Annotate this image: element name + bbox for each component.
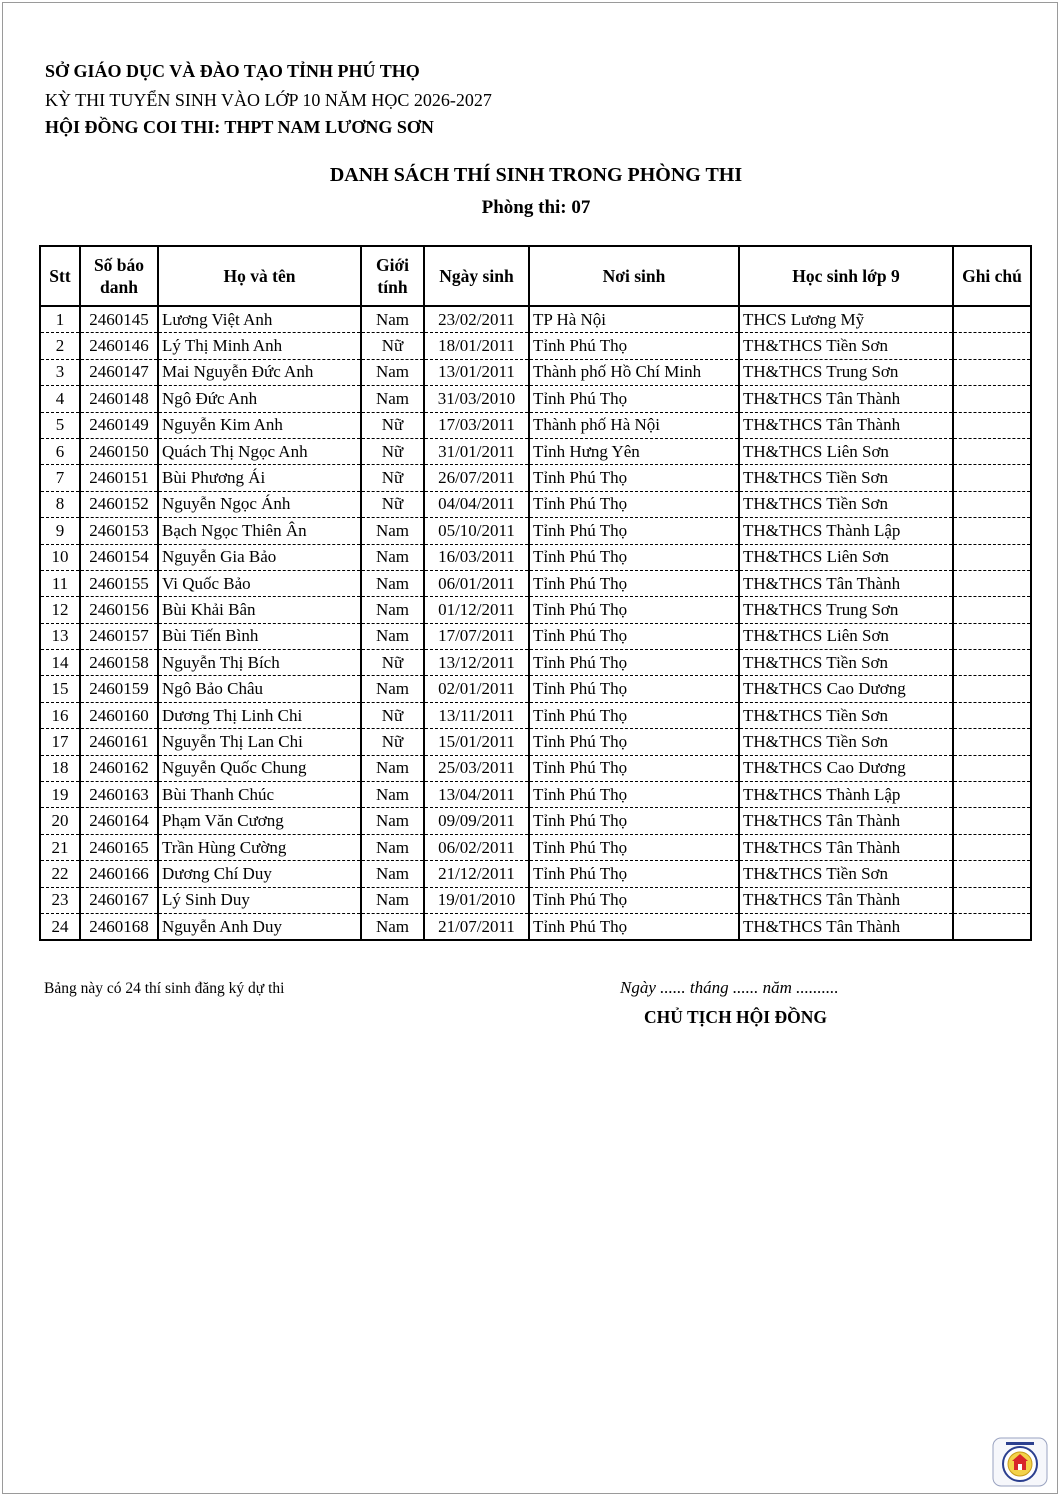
- cell-name: Nguyễn Thị Lan Chi: [158, 729, 361, 755]
- cell-sbd: 2460158: [80, 650, 158, 676]
- cell-name: Bùi Thanh Chúc: [158, 782, 361, 808]
- cell-notes: [953, 913, 1031, 940]
- cell-dob: 04/04/2011: [424, 491, 529, 517]
- cell-stt: 24: [40, 913, 80, 940]
- cell-sbd: 2460150: [80, 438, 158, 464]
- cell-gender: Nam: [361, 913, 424, 940]
- cell-birthplace: Tỉnh Phú Thọ: [529, 834, 739, 860]
- table-row: [40, 438, 1031, 464]
- table-row: [40, 782, 1031, 808]
- header-council: HỘI ĐỒNG COI THI: THPT NAM LƯƠNG SƠN: [45, 117, 434, 137]
- header-exam-name: KỲ THI TUYỂN SINH VÀO LỚP 10 NĂM HỌC 2026-2027: [45, 90, 492, 110]
- col-header-name: Họ và tên: [158, 246, 361, 306]
- cell-gender: Nam: [361, 597, 424, 623]
- cell-dob: 13/01/2011: [424, 359, 529, 385]
- cell-dob: 21/07/2011: [424, 913, 529, 940]
- cell-gender: Nữ: [361, 491, 424, 517]
- cell-notes: [953, 650, 1031, 676]
- cell-school: TH&THCS Trung Sơn: [739, 597, 953, 623]
- cell-stt: 14: [40, 650, 80, 676]
- table-row: [40, 913, 1031, 940]
- cell-gender: Nam: [361, 518, 424, 544]
- cell-school: TH&THCS Tân Thành: [739, 913, 953, 940]
- cell-sbd: 2460145: [80, 306, 158, 333]
- table-row: [40, 729, 1031, 755]
- cell-stt: 3: [40, 359, 80, 385]
- cell-birthplace: Tỉnh Phú Thọ: [529, 518, 739, 544]
- cell-name: Trần Hùng Cường: [158, 834, 361, 860]
- cell-name: Dương Chí Duy: [158, 861, 361, 887]
- col-header-stt: Stt: [40, 246, 80, 306]
- cell-gender: Nữ: [361, 729, 424, 755]
- cell-notes: [953, 808, 1031, 834]
- table-row: [40, 597, 1031, 623]
- cell-stt: 9: [40, 518, 80, 544]
- signature-title: CHỦ TỊCH HỘI ĐỒNG: [644, 1007, 827, 1027]
- cell-sbd: 2460160: [80, 702, 158, 728]
- school-seal-icon: [992, 1437, 1048, 1487]
- cell-dob: 19/01/2010: [424, 887, 529, 913]
- cell-school: TH&THCS Tiền Sơn: [739, 333, 953, 359]
- cell-notes: [953, 306, 1031, 333]
- cell-gender: Nam: [361, 834, 424, 860]
- table-row: [40, 412, 1031, 438]
- cell-school: TH&THCS Tiền Sơn: [739, 861, 953, 887]
- cell-birthplace: Tỉnh Phú Thọ: [529, 755, 739, 781]
- cell-school: TH&THCS Thành Lập: [739, 782, 953, 808]
- cell-sbd: 2460156: [80, 597, 158, 623]
- cell-sbd: 2460147: [80, 359, 158, 385]
- date-line: Ngày ...... tháng ...... năm ..........: [620, 978, 839, 997]
- cell-name: Ngô Bảo Châu: [158, 676, 361, 702]
- cell-school: THCS Lương Mỹ: [739, 306, 953, 333]
- cell-name: Nguyễn Anh Duy: [158, 913, 361, 940]
- cell-dob: 18/01/2011: [424, 333, 529, 359]
- cell-stt: 20: [40, 808, 80, 834]
- cell-birthplace: Thành phố Hồ Chí Minh: [529, 359, 739, 385]
- cell-sbd: 2460157: [80, 623, 158, 649]
- cell-dob: 06/01/2011: [424, 570, 529, 596]
- table-row: [40, 570, 1031, 596]
- cell-school: TH&THCS Tiền Sơn: [739, 650, 953, 676]
- cell-gender: Nữ: [361, 333, 424, 359]
- cell-school: TH&THCS Tiền Sơn: [739, 702, 953, 728]
- cell-birthplace: Tỉnh Phú Thọ: [529, 702, 739, 728]
- col-header-birthplace: Nơi sinh: [529, 246, 739, 306]
- room-number: Phòng thi: 07: [481, 197, 591, 218]
- cell-stt: 19: [40, 782, 80, 808]
- cell-dob: 02/01/2011: [424, 676, 529, 702]
- cell-birthplace: Tỉnh Phú Thọ: [529, 913, 739, 940]
- cell-notes: [953, 729, 1031, 755]
- cell-school: TH&THCS Tân Thành: [739, 887, 953, 913]
- cell-sbd: 2460151: [80, 465, 158, 491]
- cell-gender: Nam: [361, 544, 424, 570]
- table-row: [40, 359, 1031, 385]
- cell-sbd: 2460159: [80, 676, 158, 702]
- cell-dob: 25/03/2011: [424, 755, 529, 781]
- cell-gender: Nam: [361, 755, 424, 781]
- cell-gender: Nam: [361, 386, 424, 412]
- cell-birthplace: Tỉnh Phú Thọ: [529, 729, 739, 755]
- cell-stt: 2: [40, 333, 80, 359]
- cell-name: Bùi Phương Ái: [158, 465, 361, 491]
- cell-stt: 15: [40, 676, 80, 702]
- header-department: SỞ GIÁO DỤC VÀ ĐÀO TẠO TỈNH PHÚ THỌ: [45, 61, 420, 81]
- table-header-row: [40, 246, 1031, 306]
- cell-birthplace: Tỉnh Phú Thọ: [529, 887, 739, 913]
- cell-gender: Nữ: [361, 465, 424, 491]
- cell-notes: [953, 412, 1031, 438]
- cell-notes: [953, 333, 1031, 359]
- cell-school: TH&THCS Liên Sơn: [739, 623, 953, 649]
- candidate-table: [39, 245, 1032, 941]
- cell-notes: [953, 755, 1031, 781]
- cell-sbd: 2460167: [80, 887, 158, 913]
- cell-dob: 23/02/2011: [424, 306, 529, 333]
- document-title: DANH SÁCH THÍ SINH TRONG PHÒNG THI: [329, 164, 743, 186]
- cell-sbd: 2460162: [80, 755, 158, 781]
- cell-birthplace: Tỉnh Phú Thọ: [529, 333, 739, 359]
- cell-gender: Nữ: [361, 650, 424, 676]
- col-header-notes: Ghi chú: [953, 246, 1031, 306]
- cell-dob: 16/03/2011: [424, 544, 529, 570]
- cell-school: TH&THCS Tiền Sơn: [739, 491, 953, 517]
- cell-sbd: 2460149: [80, 412, 158, 438]
- cell-dob: 21/12/2011: [424, 861, 529, 887]
- cell-school: TH&THCS Liên Sơn: [739, 438, 953, 464]
- col-header-sbd: Số báo danh: [80, 246, 158, 306]
- cell-name: Nguyễn Thị Bích: [158, 650, 361, 676]
- cell-sbd: 2460168: [80, 913, 158, 940]
- cell-stt: 21: [40, 834, 80, 860]
- cell-birthplace: Tỉnh Phú Thọ: [529, 782, 739, 808]
- cell-name: Nguyễn Ngọc Ánh: [158, 491, 361, 517]
- cell-stt: 13: [40, 623, 80, 649]
- cell-notes: [953, 359, 1031, 385]
- table-row: [40, 465, 1031, 491]
- cell-name: Nguyễn Kim Anh: [158, 412, 361, 438]
- cell-stt: 7: [40, 465, 80, 491]
- cell-name: Quách Thị Ngọc Anh: [158, 438, 361, 464]
- cell-dob: 13/11/2011: [424, 702, 529, 728]
- cell-birthplace: Tỉnh Phú Thọ: [529, 597, 739, 623]
- cell-dob: 31/03/2010: [424, 386, 529, 412]
- cell-stt: 17: [40, 729, 80, 755]
- cell-birthplace: Tỉnh Phú Thọ: [529, 808, 739, 834]
- cell-school: TH&THCS Cao Dương: [739, 755, 953, 781]
- cell-notes: [953, 676, 1031, 702]
- cell-stt: 6: [40, 438, 80, 464]
- cell-sbd: 2460154: [80, 544, 158, 570]
- cell-sbd: 2460146: [80, 333, 158, 359]
- cell-dob: 09/09/2011: [424, 808, 529, 834]
- cell-school: TH&THCS Tân Thành: [739, 386, 953, 412]
- table-row: [40, 491, 1031, 517]
- cell-sbd: 2460166: [80, 861, 158, 887]
- table-row: [40, 808, 1031, 834]
- count-note: Bảng này có 24 thí sinh đăng ký dự thi: [44, 980, 285, 997]
- cell-sbd: 2460153: [80, 518, 158, 544]
- cell-birthplace: Thành phố Hà Nội: [529, 412, 739, 438]
- cell-notes: [953, 491, 1031, 517]
- cell-school: TH&THCS Tân Thành: [739, 834, 953, 860]
- cell-gender: Nam: [361, 808, 424, 834]
- cell-birthplace: Tỉnh Phú Thọ: [529, 465, 739, 491]
- cell-name: Lý Sinh Duy: [158, 887, 361, 913]
- cell-gender: Nữ: [361, 412, 424, 438]
- cell-birthplace: Tỉnh Phú Thọ: [529, 676, 739, 702]
- cell-notes: [953, 597, 1031, 623]
- cell-birthplace: Tỉnh Hưng Yên: [529, 438, 739, 464]
- cell-gender: Nam: [361, 861, 424, 887]
- cell-sbd: 2460148: [80, 386, 158, 412]
- cell-dob: 05/10/2011: [424, 518, 529, 544]
- cell-notes: [953, 887, 1031, 913]
- table-row: [40, 834, 1031, 860]
- cell-notes: [953, 386, 1031, 412]
- cell-gender: Nam: [361, 782, 424, 808]
- cell-sbd: 2460163: [80, 782, 158, 808]
- table-row: [40, 755, 1031, 781]
- cell-sbd: 2460164: [80, 808, 158, 834]
- cell-birthplace: Tỉnh Phú Thọ: [529, 386, 739, 412]
- cell-notes: [953, 544, 1031, 570]
- cell-stt: 5: [40, 412, 80, 438]
- cell-gender: Nam: [361, 359, 424, 385]
- cell-school: TH&THCS Tiền Sơn: [739, 465, 953, 491]
- cell-dob: 15/01/2011: [424, 729, 529, 755]
- cell-name: Nguyễn Quốc Chung: [158, 755, 361, 781]
- cell-name: Phạm Văn Cương: [158, 808, 361, 834]
- cell-name: Nguyễn Gia Bảo: [158, 544, 361, 570]
- table-row: [40, 544, 1031, 570]
- cell-name: Bùi Tiến Bình: [158, 623, 361, 649]
- table-row: [40, 386, 1031, 412]
- table-row: [40, 333, 1031, 359]
- cell-gender: Nam: [361, 623, 424, 649]
- cell-stt: 12: [40, 597, 80, 623]
- cell-dob: 13/12/2011: [424, 650, 529, 676]
- cell-notes: [953, 782, 1031, 808]
- cell-dob: 01/12/2011: [424, 597, 529, 623]
- cell-school: TH&THCS Tân Thành: [739, 808, 953, 834]
- cell-school: TH&THCS Liên Sơn: [739, 544, 953, 570]
- cell-stt: 4: [40, 386, 80, 412]
- cell-notes: [953, 570, 1031, 596]
- cell-stt: 10: [40, 544, 80, 570]
- cell-gender: Nữ: [361, 438, 424, 464]
- cell-name: Lương Việt Anh: [158, 306, 361, 333]
- cell-stt: 22: [40, 861, 80, 887]
- table-row: [40, 623, 1031, 649]
- cell-gender: Nam: [361, 570, 424, 596]
- table-row: [40, 306, 1031, 333]
- cell-school: TH&THCS Trung Sơn: [739, 359, 953, 385]
- cell-birthplace: Tỉnh Phú Thọ: [529, 570, 739, 596]
- cell-stt: 11: [40, 570, 80, 596]
- cell-birthplace: Tỉnh Phú Thọ: [529, 861, 739, 887]
- cell-sbd: 2460165: [80, 834, 158, 860]
- col-header-school: Học sinh lớp 9: [739, 246, 953, 306]
- cell-gender: Nam: [361, 306, 424, 333]
- cell-gender: Nam: [361, 676, 424, 702]
- cell-notes: [953, 518, 1031, 544]
- cell-name: Dương Thị Linh Chi: [158, 702, 361, 728]
- cell-sbd: 2460161: [80, 729, 158, 755]
- cell-notes: [953, 465, 1031, 491]
- cell-name: Bạch Ngọc Thiên Ân: [158, 518, 361, 544]
- cell-school: TH&THCS Cao Dương: [739, 676, 953, 702]
- cell-dob: 17/03/2011: [424, 412, 529, 438]
- cell-birthplace: Tỉnh Phú Thọ: [529, 491, 739, 517]
- cell-stt: 8: [40, 491, 80, 517]
- cell-school: TH&THCS Tân Thành: [739, 570, 953, 596]
- cell-dob: 31/01/2011: [424, 438, 529, 464]
- cell-stt: 16: [40, 702, 80, 728]
- cell-notes: [953, 623, 1031, 649]
- cell-dob: 13/04/2011: [424, 782, 529, 808]
- cell-name: Bùi Khải Bân: [158, 597, 361, 623]
- cell-name: Vi Quốc Bảo: [158, 570, 361, 596]
- cell-name: Ngô Đức Anh: [158, 386, 361, 412]
- cell-birthplace: TP Hà Nội: [529, 306, 739, 333]
- cell-gender: Nữ: [361, 702, 424, 728]
- cell-school: TH&THCS Tân Thành: [739, 412, 953, 438]
- cell-stt: 1: [40, 306, 80, 333]
- cell-name: Lý Thị Minh Anh: [158, 333, 361, 359]
- cell-dob: 26/07/2011: [424, 465, 529, 491]
- cell-birthplace: Tỉnh Phú Thọ: [529, 623, 739, 649]
- cell-sbd: 2460155: [80, 570, 158, 596]
- cell-notes: [953, 438, 1031, 464]
- cell-stt: 23: [40, 887, 80, 913]
- cell-school: TH&THCS Tiền Sơn: [739, 729, 953, 755]
- cell-gender: Nam: [361, 887, 424, 913]
- cell-notes: [953, 861, 1031, 887]
- cell-birthplace: Tỉnh Phú Thọ: [529, 650, 739, 676]
- cell-school: TH&THCS Thành Lập: [739, 518, 953, 544]
- table-row: [40, 702, 1031, 728]
- cell-notes: [953, 834, 1031, 860]
- cell-name: Mai Nguyễn Đức Anh: [158, 359, 361, 385]
- cell-dob: 06/02/2011: [424, 834, 529, 860]
- col-header-dob: Ngày sinh: [424, 246, 529, 306]
- cell-stt: 18: [40, 755, 80, 781]
- table-row: [40, 887, 1031, 913]
- col-header-gender: Giới tính: [361, 246, 424, 306]
- cell-sbd: 2460152: [80, 491, 158, 517]
- table-row: [40, 518, 1031, 544]
- table-row: [40, 650, 1031, 676]
- table-row: [40, 676, 1031, 702]
- cell-notes: [953, 702, 1031, 728]
- cell-birthplace: Tỉnh Phú Thọ: [529, 544, 739, 570]
- cell-dob: 17/07/2011: [424, 623, 529, 649]
- table-row: [40, 861, 1031, 887]
